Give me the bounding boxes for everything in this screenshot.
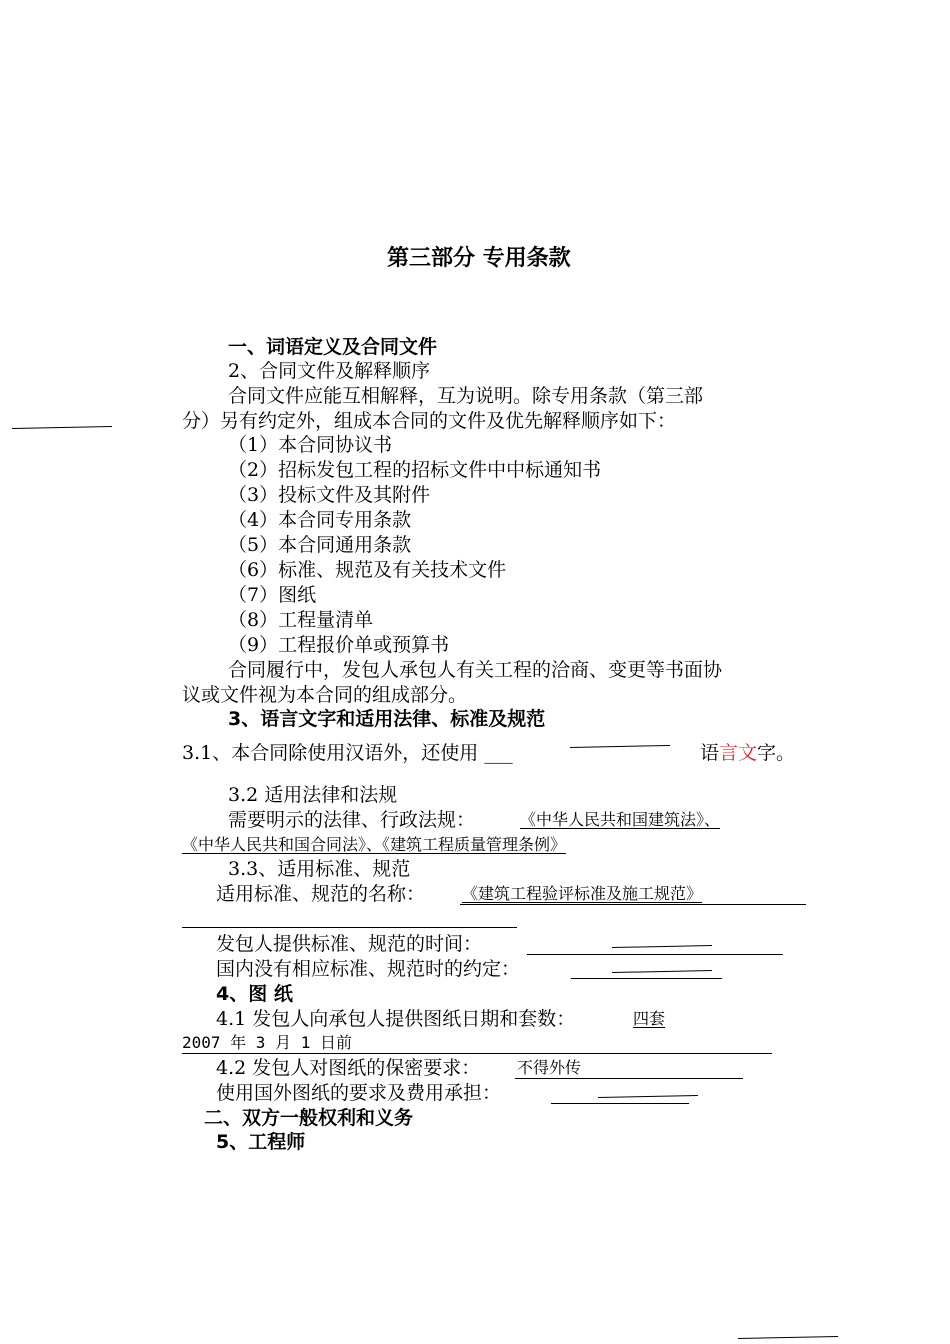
intro-line-1: 合同文件应能互相解释，互为说明。除专用条款（第三部 [228, 385, 704, 407]
closing-line-1: 合同履行中，发包人承包人有关工程的洽商、变更等书面协 [228, 659, 723, 681]
foreign-drawings-blank [551, 1103, 689, 1104]
clause-3-3-label: 适用标准、规范的名称： [216, 883, 426, 905]
provide-time-label: 发包人提供标准、规范的时间： [216, 933, 483, 955]
section-heading-rights-obligations: 二、双方一般权利和义务 [204, 1107, 414, 1129]
no-standard-slash [612, 970, 712, 973]
section-heading-definitions: 一、词语定义及合同文件 [228, 336, 438, 358]
clause-3-1-text: 3.1、本合同除使用汉语外，还使用 ___ [182, 742, 513, 764]
list-item: （3）投标文件及其附件 [228, 484, 431, 506]
clause-4-2-value: 不得外传 [517, 1058, 582, 1077]
intro-line-2: 分）另有约定外，组成本合同的文件及优先解释顺序如下： [182, 410, 677, 432]
clause-3-3-value: 《建筑工程验评标准及施工规范》 [462, 884, 703, 903]
section-heading-language-law: 3、语言文字和适用法律、标准及规范 [228, 708, 546, 730]
list-item: （1）本合同协议书 [228, 434, 393, 456]
clause-4-1-underline [182, 1053, 772, 1054]
clause-3-3-underline [460, 904, 806, 905]
no-standard-label: 国内没有相应标准、规范时的约定： [216, 958, 521, 980]
clause-3-2-heading: 3.2 适用法律和法规 [228, 784, 398, 806]
clause-4-2-label: 4.2 发包人对图纸的保密要求： [216, 1057, 481, 1079]
list-item: （9）工程报价单或预算书 [228, 634, 450, 656]
no-standard-blank [571, 978, 722, 979]
provide-time-blank [527, 954, 783, 955]
clause-3-2-value-1: 《中华人民共和国建筑法》、 [520, 810, 721, 829]
clause-3-2-value-2: 《中华人民共和国合同法》、《建筑工程质量管理条例》 [182, 835, 567, 854]
list-item: （6）标准、规范及有关技术文件 [228, 559, 507, 581]
clause-4-1-value-a: 四套 [633, 1009, 666, 1028]
clause-3-1-suffix [700, 741, 795, 765]
margin-rule-mark [12, 426, 112, 429]
item-5-engineer: 5、工程师 [216, 1131, 306, 1153]
page-title: 第三部分 专用条款 [387, 246, 571, 271]
item2-heading: 2、合同文件及解释顺序 [228, 360, 431, 382]
clause-4-2-underline [515, 1078, 743, 1079]
clause-3-1-suffix-a: 语 [700, 742, 720, 764]
clause-3-1-suffix-b: 字。 [757, 742, 796, 764]
provide-time-slash [612, 945, 712, 948]
clause-4-1-label: 4.1 发包人向承包人提供图纸日期和套数： [216, 1008, 576, 1030]
clause-3-3-continuation-line [182, 927, 517, 928]
list-item: （7）图纸 [228, 584, 317, 606]
section-heading-drawings: 4、图 纸 [216, 983, 293, 1005]
foreign-drawings-slash [598, 1095, 698, 1098]
clause-3-3-heading: 3.3、适用标准、规范 [228, 858, 411, 880]
language-blank-line [570, 745, 670, 748]
list-item: （8）工程量清单 [228, 609, 374, 631]
clause-3-1-suffix-red: 言文 [719, 742, 758, 764]
footer-rule-mark [738, 1336, 838, 1339]
foreign-drawings-label: 使用国外图纸的要求及费用承担： [216, 1082, 502, 1104]
list-item: （2）招标发包工程的招标文件中中标通知书 [228, 459, 602, 481]
list-item: （5）本合同通用条款 [228, 534, 412, 556]
clause-3-2-label: 需要明示的法律、行政法规： [228, 809, 476, 831]
list-item: （4）本合同专用条款 [228, 509, 412, 531]
clause-4-1-value-b: 2007 年 3 月 1 日前 [182, 1033, 352, 1052]
closing-line-2: 议或文件视为本合同的组成部分。 [182, 684, 468, 706]
